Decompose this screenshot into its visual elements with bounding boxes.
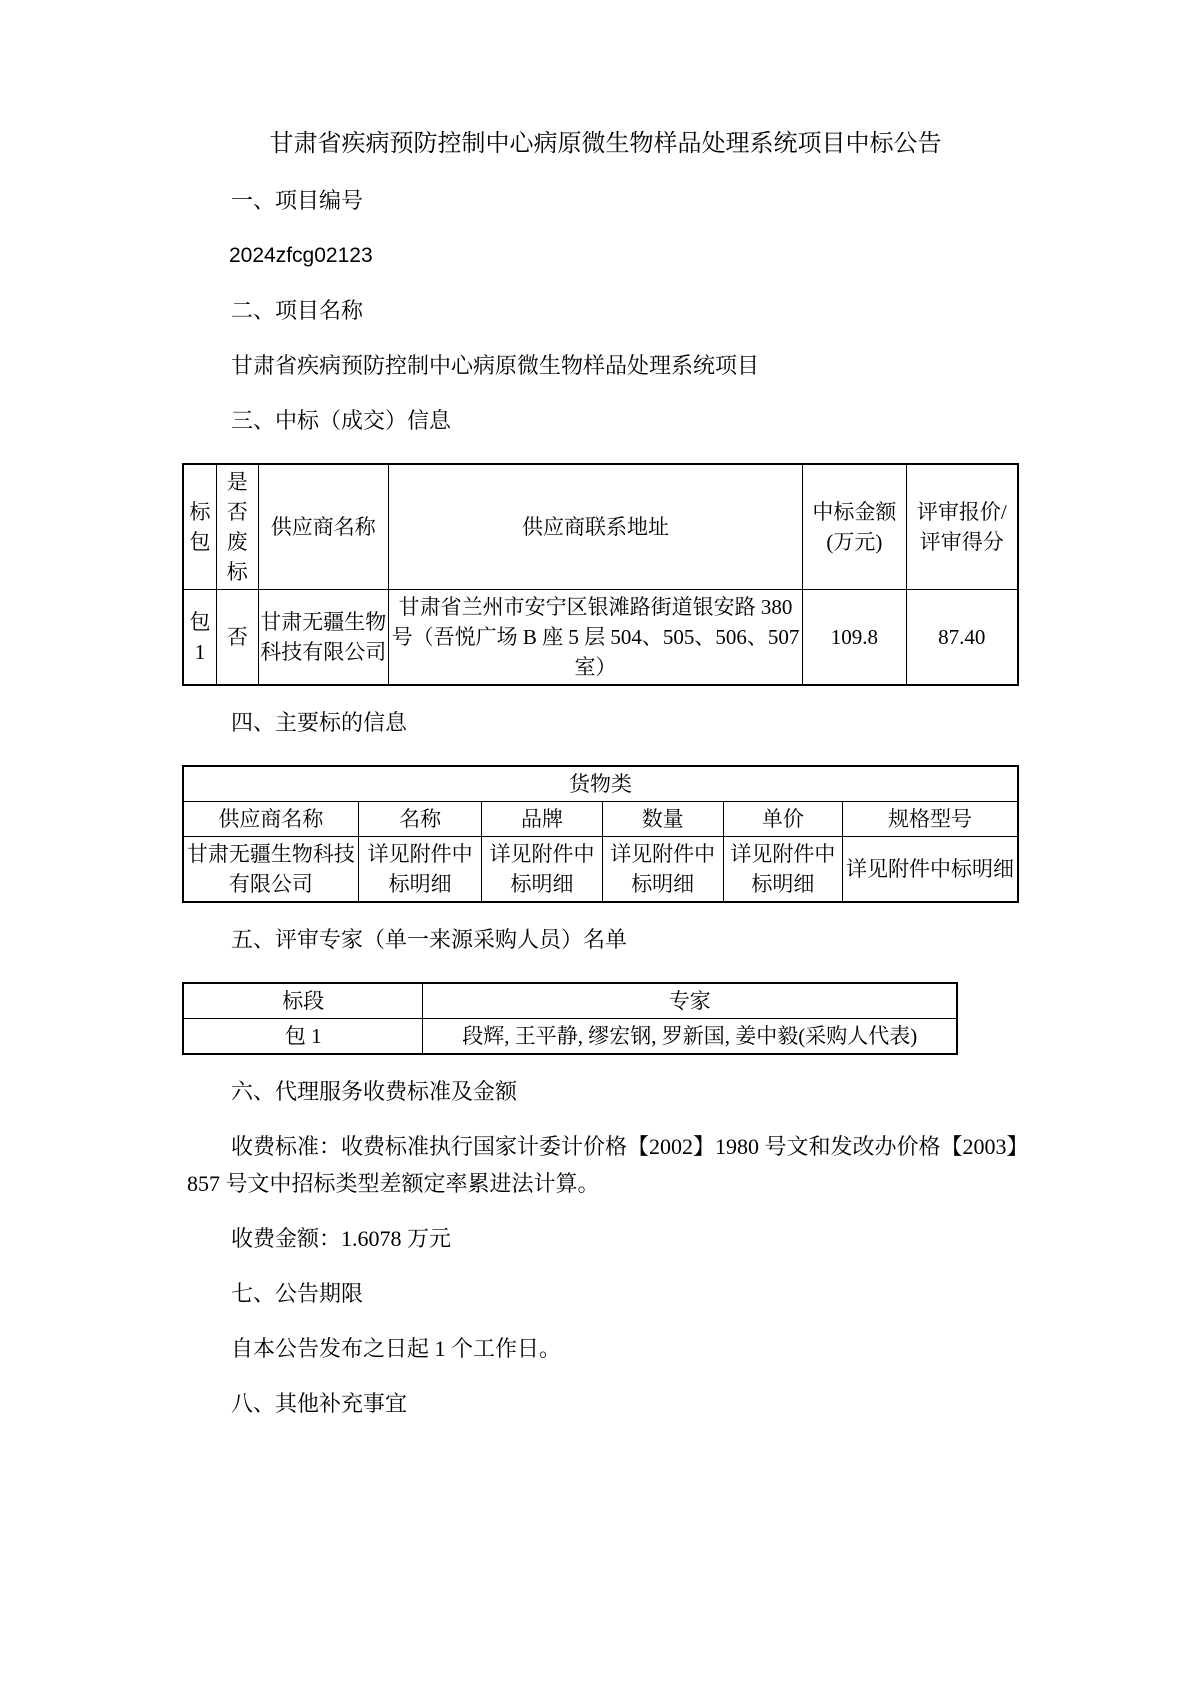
goods-cell-quantity: 详见附件中标明细 [602,837,723,903]
project-name-value: 甘肃省疾病预防控制中心病原微生物样品处理系统项目 [231,353,760,378]
award-header-amount: 中标金额(万元) [803,464,907,590]
experts-cell-section: 包 1 [183,1019,423,1055]
section-heading-award-info: 三、中标（成交）信息 [231,408,452,433]
goods-header-name: 名称 [358,802,482,837]
award-cell-score: 87.40 [906,590,1018,686]
award-header-score: 评审报价/评审得分 [906,464,1018,590]
award-cell-supplier: 甘肃无疆生物科技有限公司 [258,590,388,686]
experts-table [182,982,958,1055]
award-header-supplier: 供应商名称 [258,464,388,590]
goods-cell-name: 详见附件中标明细 [358,837,482,903]
experts-header-experts: 专家 [423,983,957,1019]
award-cell-amount: 109.8 [803,590,907,686]
experts-header-section: 标段 [183,983,423,1019]
document-title: 甘肃省疾病预防控制中心病原微生物样品处理系统项目中标公告 [269,131,942,157]
goods-header-supplier: 供应商名称 [183,802,358,837]
goods-category-cell [183,766,1018,802]
goods-table-row [183,837,1018,903]
announcement-period-text: 自本公告发布之日起 1 个工作日。 [231,1336,562,1361]
experts-table-header-row [183,983,957,1019]
project-number-value: 2024zfcg02123 [229,244,373,267]
section-heading-subject-info: 四、主要标的信息 [231,710,408,735]
goods-category-label: 货物类 [569,772,632,796]
section-heading-announcement-period: 七、公告期限 [231,1281,364,1306]
goods-header-spec: 规格型号 [843,802,1018,837]
section-heading-project-number: 一、项目编号 [231,188,364,213]
section-heading-other-matters: 八、其他补充事宜 [231,1391,408,1416]
fee-amount-text: 收费金额：1.6078 万元 [231,1226,452,1251]
experts-cell-experts: 段辉, 王平静, 缪宏钢, 罗新国, 姜中毅(采购人代表) [423,1019,957,1055]
goods-header-unit-price: 单价 [723,802,842,837]
award-header-address: 供应商联系地址 [388,464,802,590]
award-cell-address: 甘肃省兰州市安宁区银滩路街道银安路 380 号（吾悦广场 B 座 5 层 504、505、506、507 室） [388,590,802,686]
fee-standard-text: 收费标准：收费标准执行国家计委计价格【2002】1980 号文和发改办价格【2003】857 号文中招标类型差额定率累进法计算。 [187,1134,1018,1196]
award-header-package: 标包 [183,464,216,590]
goods-table-header-row [183,802,1018,837]
goods-cell-supplier: 甘肃无疆生物科技有限公司 [183,837,358,903]
award-info-table [182,463,1019,686]
award-table-row [183,590,1018,686]
section-heading-project-name: 二、项目名称 [231,298,364,323]
goods-cell-spec: 详见附件中标明细 [843,837,1018,903]
goods-cell-brand: 详见附件中标明细 [482,837,602,903]
goods-info-table [182,765,1019,903]
goods-header-brand: 品牌 [482,802,602,837]
document-content [187,0,1024,1422]
award-header-invalid: 是否废标 [216,464,258,590]
goods-header-quantity: 数量 [602,802,723,837]
experts-table-row [183,1019,957,1055]
goods-category-row [183,766,1018,802]
award-cell-invalid: 否 [216,590,258,686]
section-heading-agency-fee: 六、代理服务收费标准及金额 [231,1079,518,1104]
award-table-header-row [183,464,1018,590]
section-heading-experts: 五、评审专家（单一来源采购人员）名单 [231,927,628,952]
goods-cell-unit-price: 详见附件中标明细 [723,837,842,903]
award-cell-package: 包1 [183,590,216,686]
